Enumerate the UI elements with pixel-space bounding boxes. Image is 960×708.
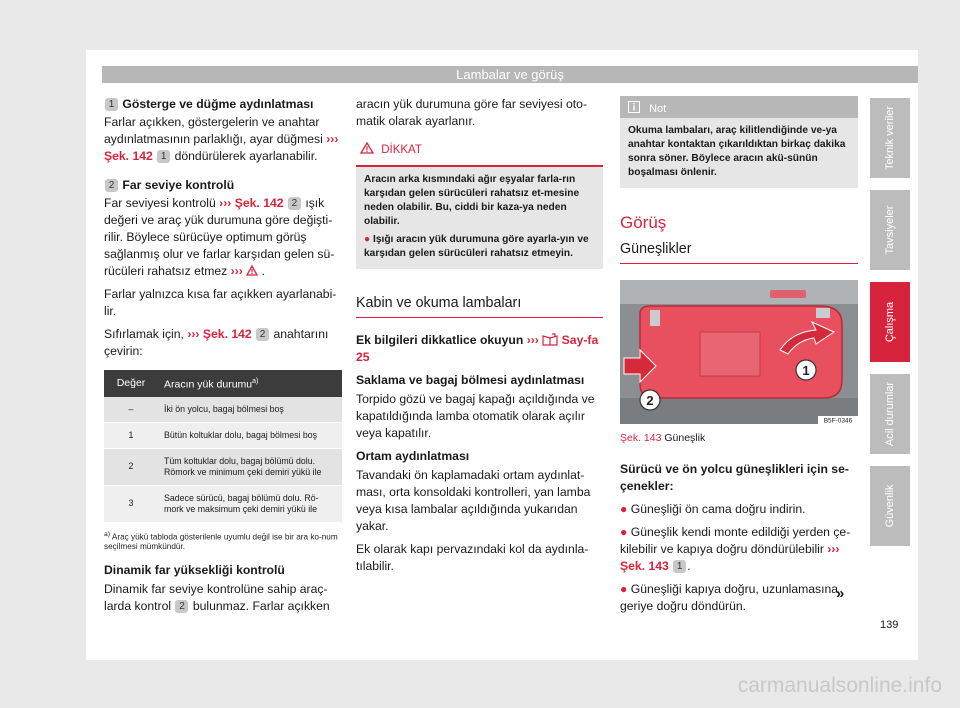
bullet-1: ● Güneşliği ön cama doğru indirin. bbox=[620, 502, 806, 516]
note-header: Not bbox=[620, 96, 858, 118]
number-badge: 2 bbox=[105, 179, 118, 192]
number-badge: 1 bbox=[157, 150, 170, 163]
ambient-text: Tavandaki ön kaplamadaki ortam aydınlat-ması, orta konsoldaki kontrolleri, yan lamba veya kısa lambalar açıldığında yukarıdan yakar. bbox=[356, 468, 591, 533]
note-box bbox=[620, 96, 858, 188]
dynamic-heading: Dinamik far yüksekliği kontrolü bbox=[104, 563, 285, 578]
options-heading: Sürücü ve ön yolcu güneşlikleri için se-çenekler: bbox=[620, 462, 849, 493]
sunvisor-illustration bbox=[620, 280, 858, 424]
item1-text: Farlar açıkken, göstergelerin ve anahtar aydınlatmasının parlaklığı, ayar düğmesi ››› Şek. 142 1 döndürülerek ayarlanabilir. bbox=[104, 115, 339, 163]
figure-code: B5F-0346 bbox=[823, 417, 853, 424]
table-row: 2 Tüm koltuklar dolu, bagaj bölümü dolu. Römork ve minimum çeki demiri yükü ile bbox=[104, 448, 342, 485]
figure-label-2: 2 bbox=[646, 393, 654, 408]
number-badge: 2 bbox=[175, 600, 188, 613]
page-link[interactable]: Say-fa 25 bbox=[356, 333, 599, 364]
note-body: Okuma lambaları, araç kilitlendiğinde ve-ya anahtar kontaktan çıkarıldıktan birkaç dakika sonra söner. Böylece aracın akü-sünün boşalması önlenir. bbox=[628, 125, 846, 178]
section-title-cabin-lights: Kabin ve okuma lambaları bbox=[356, 295, 603, 318]
tab-calisma[interactable]: Çalışma bbox=[870, 282, 910, 362]
table-row: 3 Sadece sürücü, bagaj bölümü dolu. Rö-mork ve maksimum çeki demiri yükü ile bbox=[104, 485, 342, 522]
warning-body: Aracın arka kısmındaki ağır eşyalar farla-rın karşıdan gelen sürücüleri rahatsız et-mesine neden olabilir. Bu, ciddi bir kaza-ya neden olabilir. ● Işığı aracın yük durumuna göre ayarla-yın ve karşıdan gelen sürücüleri rahatsız etmeyin. bbox=[364, 174, 589, 259]
warning-triangle-icon bbox=[360, 142, 374, 154]
warning-triangle-icon[interactable] bbox=[246, 265, 258, 276]
sunvisor-figure bbox=[620, 280, 858, 424]
storage-heading: Saklama ve bagaj bölmesi aydınlatması bbox=[356, 373, 585, 387]
ambient-heading: Ortam aydınlatması bbox=[356, 449, 470, 463]
table-row: – İki ön yolcu, bagaj bölmesi boş bbox=[104, 397, 342, 423]
item1-heading: 1 Gösterge ve düğme aydınlatması bbox=[104, 96, 342, 113]
intro-text: Ek bilgileri dikkatlice okuyun ››› Say-fa 25 bbox=[356, 333, 599, 364]
figure-label-1: 1 bbox=[802, 363, 810, 378]
table-header-load: Aracın yük durumu$^{a)}$ bbox=[158, 370, 342, 397]
warning-box bbox=[356, 140, 603, 269]
manual-page bbox=[86, 50, 918, 660]
bullet-2: ● Güneşlik kendi monte edildiği yerden çe-kilebilir ve kapıya doğru döndürülebilir ››› Şek. 143 1 . bbox=[620, 525, 851, 573]
number-badge: 2 bbox=[288, 197, 301, 210]
item2-heading: 2 Far seviye kontrolü bbox=[104, 177, 342, 194]
table-header-value: Değer bbox=[104, 370, 158, 397]
column-left bbox=[104, 96, 342, 621]
figure-link[interactable]: Şek. 142 bbox=[234, 196, 284, 210]
figure-link[interactable]: Şek. 142 bbox=[202, 327, 252, 341]
tab-guvenlik[interactable]: Güvenlik bbox=[870, 466, 910, 546]
door-text: Ek olarak kapı pervazındaki kol da aydınla-tılabilir. bbox=[356, 542, 589, 573]
number-badge: 1 bbox=[673, 560, 686, 573]
watermark: carmanualsonline.info bbox=[737, 674, 942, 697]
figure-link[interactable]: Şek. 143 bbox=[620, 559, 669, 573]
book-icon bbox=[542, 333, 558, 346]
tab-teknik-veriler[interactable]: Teknik veriler bbox=[870, 98, 910, 178]
dynamic-text: Dinamik far seviye kontrolüne sahip araç-larda kontrol 2 bulunmaz. Farlar açıkken bbox=[104, 582, 330, 614]
info-icon bbox=[628, 101, 640, 113]
page-number: 139 bbox=[880, 619, 899, 631]
continue-mark: » bbox=[836, 585, 845, 602]
figure-caption: Şek. 143 Güneşlik bbox=[620, 432, 706, 444]
storage-text: Torpido gözü ve bagaj kapağı açıldığında ve kapatıldığında lamba otomatik olarak açılır veya kapatılır. bbox=[356, 392, 595, 440]
tab-acil-durumlar[interactable]: Acil durumlar bbox=[870, 374, 910, 454]
continued-text: aracın yük durumuna göre far seviyesi oto-matik olarak ayarlanır. bbox=[356, 97, 587, 128]
figure-link[interactable]: Şek. 142 bbox=[104, 149, 153, 163]
table-row: 1 Bütün koltuklar dolu, bagaj bölmesi boş bbox=[104, 422, 342, 448]
table-footnote: $^{a)}$ Araç yükü tabloda gösterilenle uyumlu değil ise bir ara ko-num seçilmesi mümkündür. bbox=[104, 530, 338, 552]
column-right bbox=[620, 96, 858, 621]
short-beam-note: Farlar yalnızca kısa far açıkken ayarlanabi-lir. bbox=[104, 287, 337, 318]
column-middle bbox=[356, 96, 603, 581]
bullet-3: ● Güneşliği kapıya doğru, uzunlamasına geriye doğru döndürün. bbox=[620, 582, 839, 613]
warning-header: DİKKAT bbox=[356, 140, 603, 167]
reset-text: Sıfırlamak için, ››› Şek. 142 2 anahtarını çevirin: bbox=[104, 327, 329, 358]
chapter-tabs bbox=[870, 98, 910, 558]
load-table bbox=[104, 370, 342, 523]
page-header: Lambalar ve görüş bbox=[102, 66, 918, 83]
item2-text: Far seviyesi kontrolü ››› Şek. 142 2 ışık değeri ve araç yük durumuna göre değişti-rilir. Böylece sürücüye optimum görüş sağlanmış olur ve farlar karşıdan gelen sü-rücüleri rahatsız etmez ››› . bbox=[104, 196, 335, 278]
tab-tavsiyeler[interactable]: Tavsiyeler bbox=[870, 190, 910, 270]
number-badge: 1 bbox=[105, 98, 118, 111]
section-title-sunvisors: Güneşlikler bbox=[620, 241, 858, 264]
number-badge: 2 bbox=[256, 328, 269, 341]
chapter-title: Görüş bbox=[620, 213, 667, 232]
